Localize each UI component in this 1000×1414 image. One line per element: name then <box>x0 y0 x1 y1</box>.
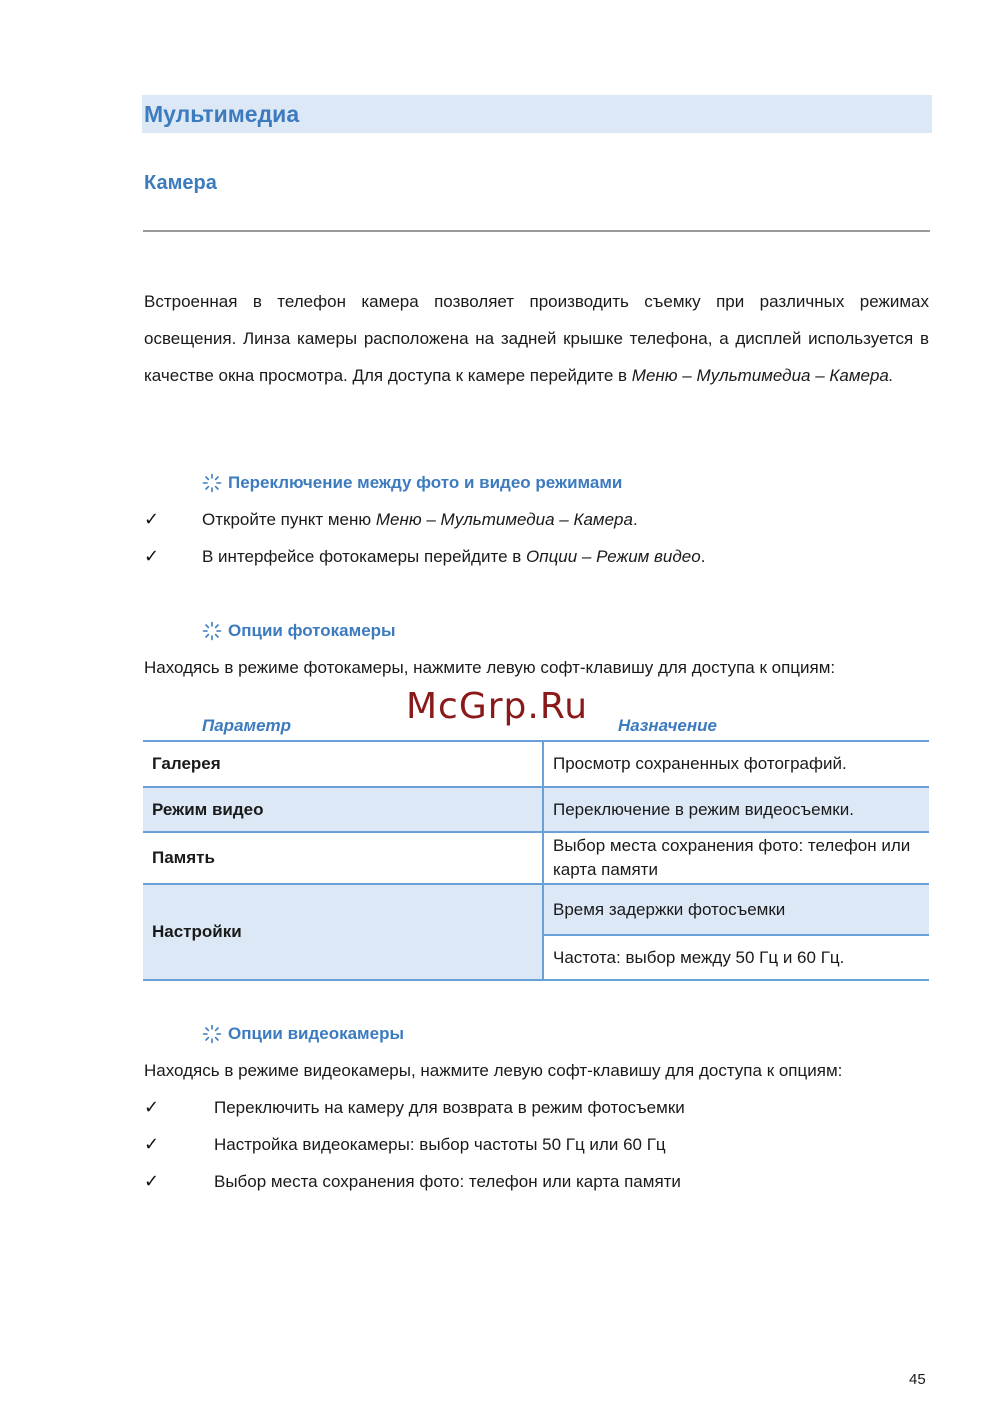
subsection-title: Камера <box>144 172 217 194</box>
param-cell: Настройки <box>143 884 543 980</box>
check-icon: ✓ <box>144 1134 160 1154</box>
check-icon: ✓ <box>144 546 160 566</box>
purpose-cell: Время задержки фотосъемки <box>543 884 929 935</box>
page-number: 45 <box>909 1371 926 1388</box>
column-header-purpose: Назначение <box>618 716 717 735</box>
step-menu-path: Меню – Мультимедиа – Камера <box>375 510 633 529</box>
intro-paragraph <box>144 283 929 394</box>
step-text: В интерфейсе фотокамеры перейдите в <box>202 547 526 566</box>
section-title: Мультимедиа <box>144 101 300 127</box>
photo-options-title: Опции фотокамеры <box>228 621 396 640</box>
intro-text: Встроенная в телефон камера позволяет производить съемку при различных режимах освещения. Линза камеры расположена на задней крышке телефона, а дисплей используется в качестве окна просмотра. Для доступа к камере перейдите в <box>144 292 929 385</box>
video-options-lead: Находясь в режиме видеокамеры, нажмите левую софт-клавишу для доступа к опциям: <box>144 1061 843 1080</box>
table-row <box>143 787 929 832</box>
switch-section-title: Переключение между фото и видео режимами <box>228 473 623 492</box>
step-suffix: . <box>632 510 638 529</box>
check-icon: ✓ <box>144 509 160 529</box>
switch-step-1 <box>202 510 638 530</box>
param-cell: Память <box>143 832 543 884</box>
video-option-item: Выбор места сохранения фото: телефон или карта памяти <box>214 1172 681 1191</box>
purpose-cell: Выбор места сохранения фото: телефон или карта памяти <box>543 832 929 884</box>
check-icon: ✓ <box>144 1171 160 1191</box>
spark-icon <box>202 1024 222 1044</box>
table-row <box>143 884 929 935</box>
photo-options-table <box>143 740 929 981</box>
switch-section-heading <box>202 473 622 493</box>
spark-icon <box>202 621 222 641</box>
section-banner <box>142 95 932 133</box>
video-options-title: Опции видеокамеры <box>228 1024 404 1043</box>
video-option-item: Настройка видеокамеры: выбор частоты 50 Гц или 60 Гц <box>214 1135 666 1154</box>
video-option-item: Переключить на камеру для возврата в режим фотосъемки <box>214 1098 685 1117</box>
video-options-heading <box>202 1024 404 1044</box>
watermark-logo: McGrp.Ru <box>406 686 589 727</box>
table-row <box>143 832 929 884</box>
purpose-cell: Просмотр сохраненных фотографий. <box>543 741 929 787</box>
check-icon: ✓ <box>144 1097 160 1117</box>
divider <box>143 230 930 232</box>
step-text: Откройте пункт меню <box>202 510 376 529</box>
step-suffix: . <box>700 547 706 566</box>
table-row <box>143 741 929 787</box>
intro-menu-path: Меню – Мультимедиа – Камера. <box>631 366 894 385</box>
photo-options-heading <box>202 621 396 641</box>
param-cell: Галерея <box>143 741 543 787</box>
column-header-param: Параметр <box>202 716 292 735</box>
step-menu-path: Опции – Режим видео <box>526 547 701 566</box>
purpose-cell: Переключение в режим видеосъемки. <box>543 787 929 832</box>
param-cell: Режим видео <box>143 787 543 832</box>
spark-icon <box>202 473 222 493</box>
purpose-cell: Частота: выбор между 50 Гц и 60 Гц. <box>543 935 929 980</box>
switch-step-2 <box>202 547 705 567</box>
photo-options-lead: Находясь в режиме фотокамеры, нажмите левую софт-клавишу для доступа к опциям: <box>144 658 836 677</box>
